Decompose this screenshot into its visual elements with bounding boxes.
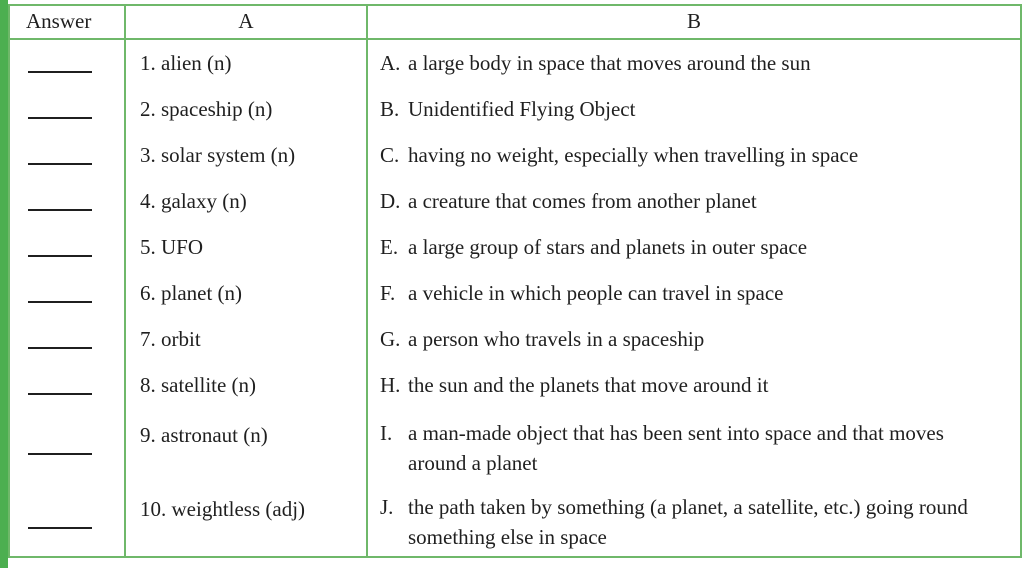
term-cell	[125, 39, 367, 86]
term-text: 5. UFO	[140, 235, 204, 259]
definition-cell-content	[368, 86, 1020, 132]
definition-cell	[367, 178, 1021, 224]
definition-row	[368, 486, 1020, 552]
definition-row	[368, 412, 1020, 478]
term-text: 2. spaceship (n)	[140, 97, 273, 121]
term-cell-content	[126, 408, 366, 482]
definition-text: a man-made object that has been sent into space and that moves around a planet	[408, 421, 944, 475]
term-cell-content	[126, 224, 366, 270]
definition-text: a person who travels in a spaceship	[408, 327, 705, 351]
definition-letter: J.	[380, 495, 394, 519]
answer-cell	[9, 224, 125, 270]
definition-row	[368, 278, 798, 308]
answer-blank[interactable]	[28, 329, 92, 349]
definition-cell	[367, 39, 1021, 86]
answer-blank[interactable]	[28, 53, 92, 73]
table-row	[9, 362, 1021, 408]
header-row	[9, 5, 1021, 39]
definition-cell	[367, 408, 1021, 482]
answer-cell-content	[10, 132, 124, 178]
definition-cell-content	[368, 270, 1020, 316]
term-cell-content	[126, 270, 366, 316]
definition-text: having no weight, especially when travelling in space	[408, 143, 859, 167]
term-text: 1. alien (n)	[140, 51, 232, 75]
header-answer: Answer	[9, 5, 125, 39]
term-cell	[125, 482, 367, 557]
definition-cell	[367, 224, 1021, 270]
definition-cell	[367, 362, 1021, 408]
answer-cell-content	[10, 178, 124, 224]
answer-blank[interactable]	[28, 99, 92, 119]
definition-cell-content	[368, 178, 1020, 224]
answer-cell	[9, 86, 125, 132]
term-text: 3. solar system (n)	[140, 143, 296, 167]
answer-cell-content	[10, 270, 124, 316]
definition-letter: E.	[380, 235, 399, 259]
answer-cell-content	[10, 482, 124, 556]
term-cell-content	[126, 482, 366, 556]
definition-text: a creature that comes from another planet	[408, 189, 757, 213]
answer-blank[interactable]	[28, 509, 92, 529]
definition-cell	[367, 316, 1021, 362]
answer-blank[interactable]	[28, 191, 92, 211]
table-row	[9, 224, 1021, 270]
definition-row	[368, 48, 825, 78]
definition-row	[368, 370, 782, 400]
table-body	[9, 39, 1021, 557]
definition-cell	[367, 482, 1021, 557]
definition-cell-content	[368, 408, 1020, 482]
definition-letter: H.	[380, 373, 401, 397]
term-cell-content	[126, 132, 366, 178]
term-cell-content	[126, 316, 366, 362]
answer-cell-content	[10, 40, 124, 86]
term-cell	[125, 408, 367, 482]
answer-cell	[9, 362, 125, 408]
definition-letter: D.	[380, 189, 401, 213]
definition-cell-content	[368, 40, 1020, 86]
answer-blank[interactable]	[28, 435, 92, 455]
definition-cell-content	[368, 224, 1020, 270]
answer-cell	[9, 178, 125, 224]
term-cell-content	[126, 86, 366, 132]
term-cell	[125, 224, 367, 270]
definition-text: Unidentified Flying Object	[408, 97, 636, 121]
table-row	[9, 178, 1021, 224]
term-cell	[125, 316, 367, 362]
definition-row	[368, 94, 649, 124]
term-cell	[125, 86, 367, 132]
term-text: 9. astronaut (n)	[140, 423, 268, 447]
table-row	[9, 408, 1021, 482]
term-cell	[125, 270, 367, 316]
term-cell	[125, 362, 367, 408]
table-row	[9, 39, 1021, 86]
answer-cell-content	[10, 224, 124, 270]
term-text: 10. weightless (adj)	[140, 497, 306, 521]
table-row	[9, 482, 1021, 557]
table-row	[9, 316, 1021, 362]
answer-cell	[9, 39, 125, 86]
definition-row	[368, 140, 872, 170]
term-text: 7. orbit	[140, 327, 201, 351]
definition-letter: G.	[380, 327, 401, 351]
term-cell-content	[126, 362, 366, 408]
definition-letter: F.	[380, 281, 396, 305]
definition-text: a vehicle in which people can travel in space	[408, 281, 784, 305]
table-row	[9, 132, 1021, 178]
definition-letter: A.	[380, 51, 401, 75]
answer-blank[interactable]	[28, 145, 92, 165]
header-b: B	[367, 5, 1021, 39]
definition-text: the sun and the planets that move around it	[408, 373, 769, 397]
answer-blank[interactable]	[28, 375, 92, 395]
term-cell-content	[126, 178, 366, 224]
answer-cell-content	[10, 86, 124, 132]
header-a: A	[125, 5, 367, 39]
definition-cell	[367, 132, 1021, 178]
answer-cell	[9, 316, 125, 362]
definition-cell	[367, 270, 1021, 316]
table-row	[9, 86, 1021, 132]
term-cell-content	[126, 40, 366, 86]
term-text: 8. satellite (n)	[140, 373, 257, 397]
term-text: 4. galaxy (n)	[140, 189, 247, 213]
answer-blank[interactable]	[28, 237, 92, 257]
definition-cell-content	[368, 482, 1020, 556]
table-row	[9, 270, 1021, 316]
definition-cell-content	[368, 316, 1020, 362]
definition-letter: I.	[380, 421, 393, 445]
definition-text: a large body in space that moves around the sun	[408, 51, 811, 75]
accent-strip	[0, 0, 8, 568]
definition-row	[368, 324, 718, 354]
answer-cell-content	[10, 316, 124, 362]
answer-blank[interactable]	[28, 283, 92, 303]
definition-cell-content	[368, 362, 1020, 408]
matching-table	[8, 4, 1022, 558]
term-cell	[125, 132, 367, 178]
answer-cell-content	[10, 408, 124, 482]
definition-letter: B.	[380, 97, 400, 121]
answer-cell	[9, 132, 125, 178]
answer-cell	[9, 408, 125, 482]
definition-row	[368, 186, 771, 216]
definition-letter: C.	[380, 143, 400, 167]
definition-row	[368, 232, 821, 262]
definition-text: a large group of stars and planets in outer space	[408, 235, 808, 259]
answer-cell	[9, 482, 125, 557]
answer-cell	[9, 270, 125, 316]
answer-cell-content	[10, 362, 124, 408]
term-text: 6. planet (n)	[140, 281, 243, 305]
definition-cell	[367, 86, 1021, 132]
term-cell	[125, 178, 367, 224]
definition-cell-content	[368, 132, 1020, 178]
definition-text: the path taken by something (a planet, a satellite, etc.) going round something else in space	[408, 495, 968, 549]
